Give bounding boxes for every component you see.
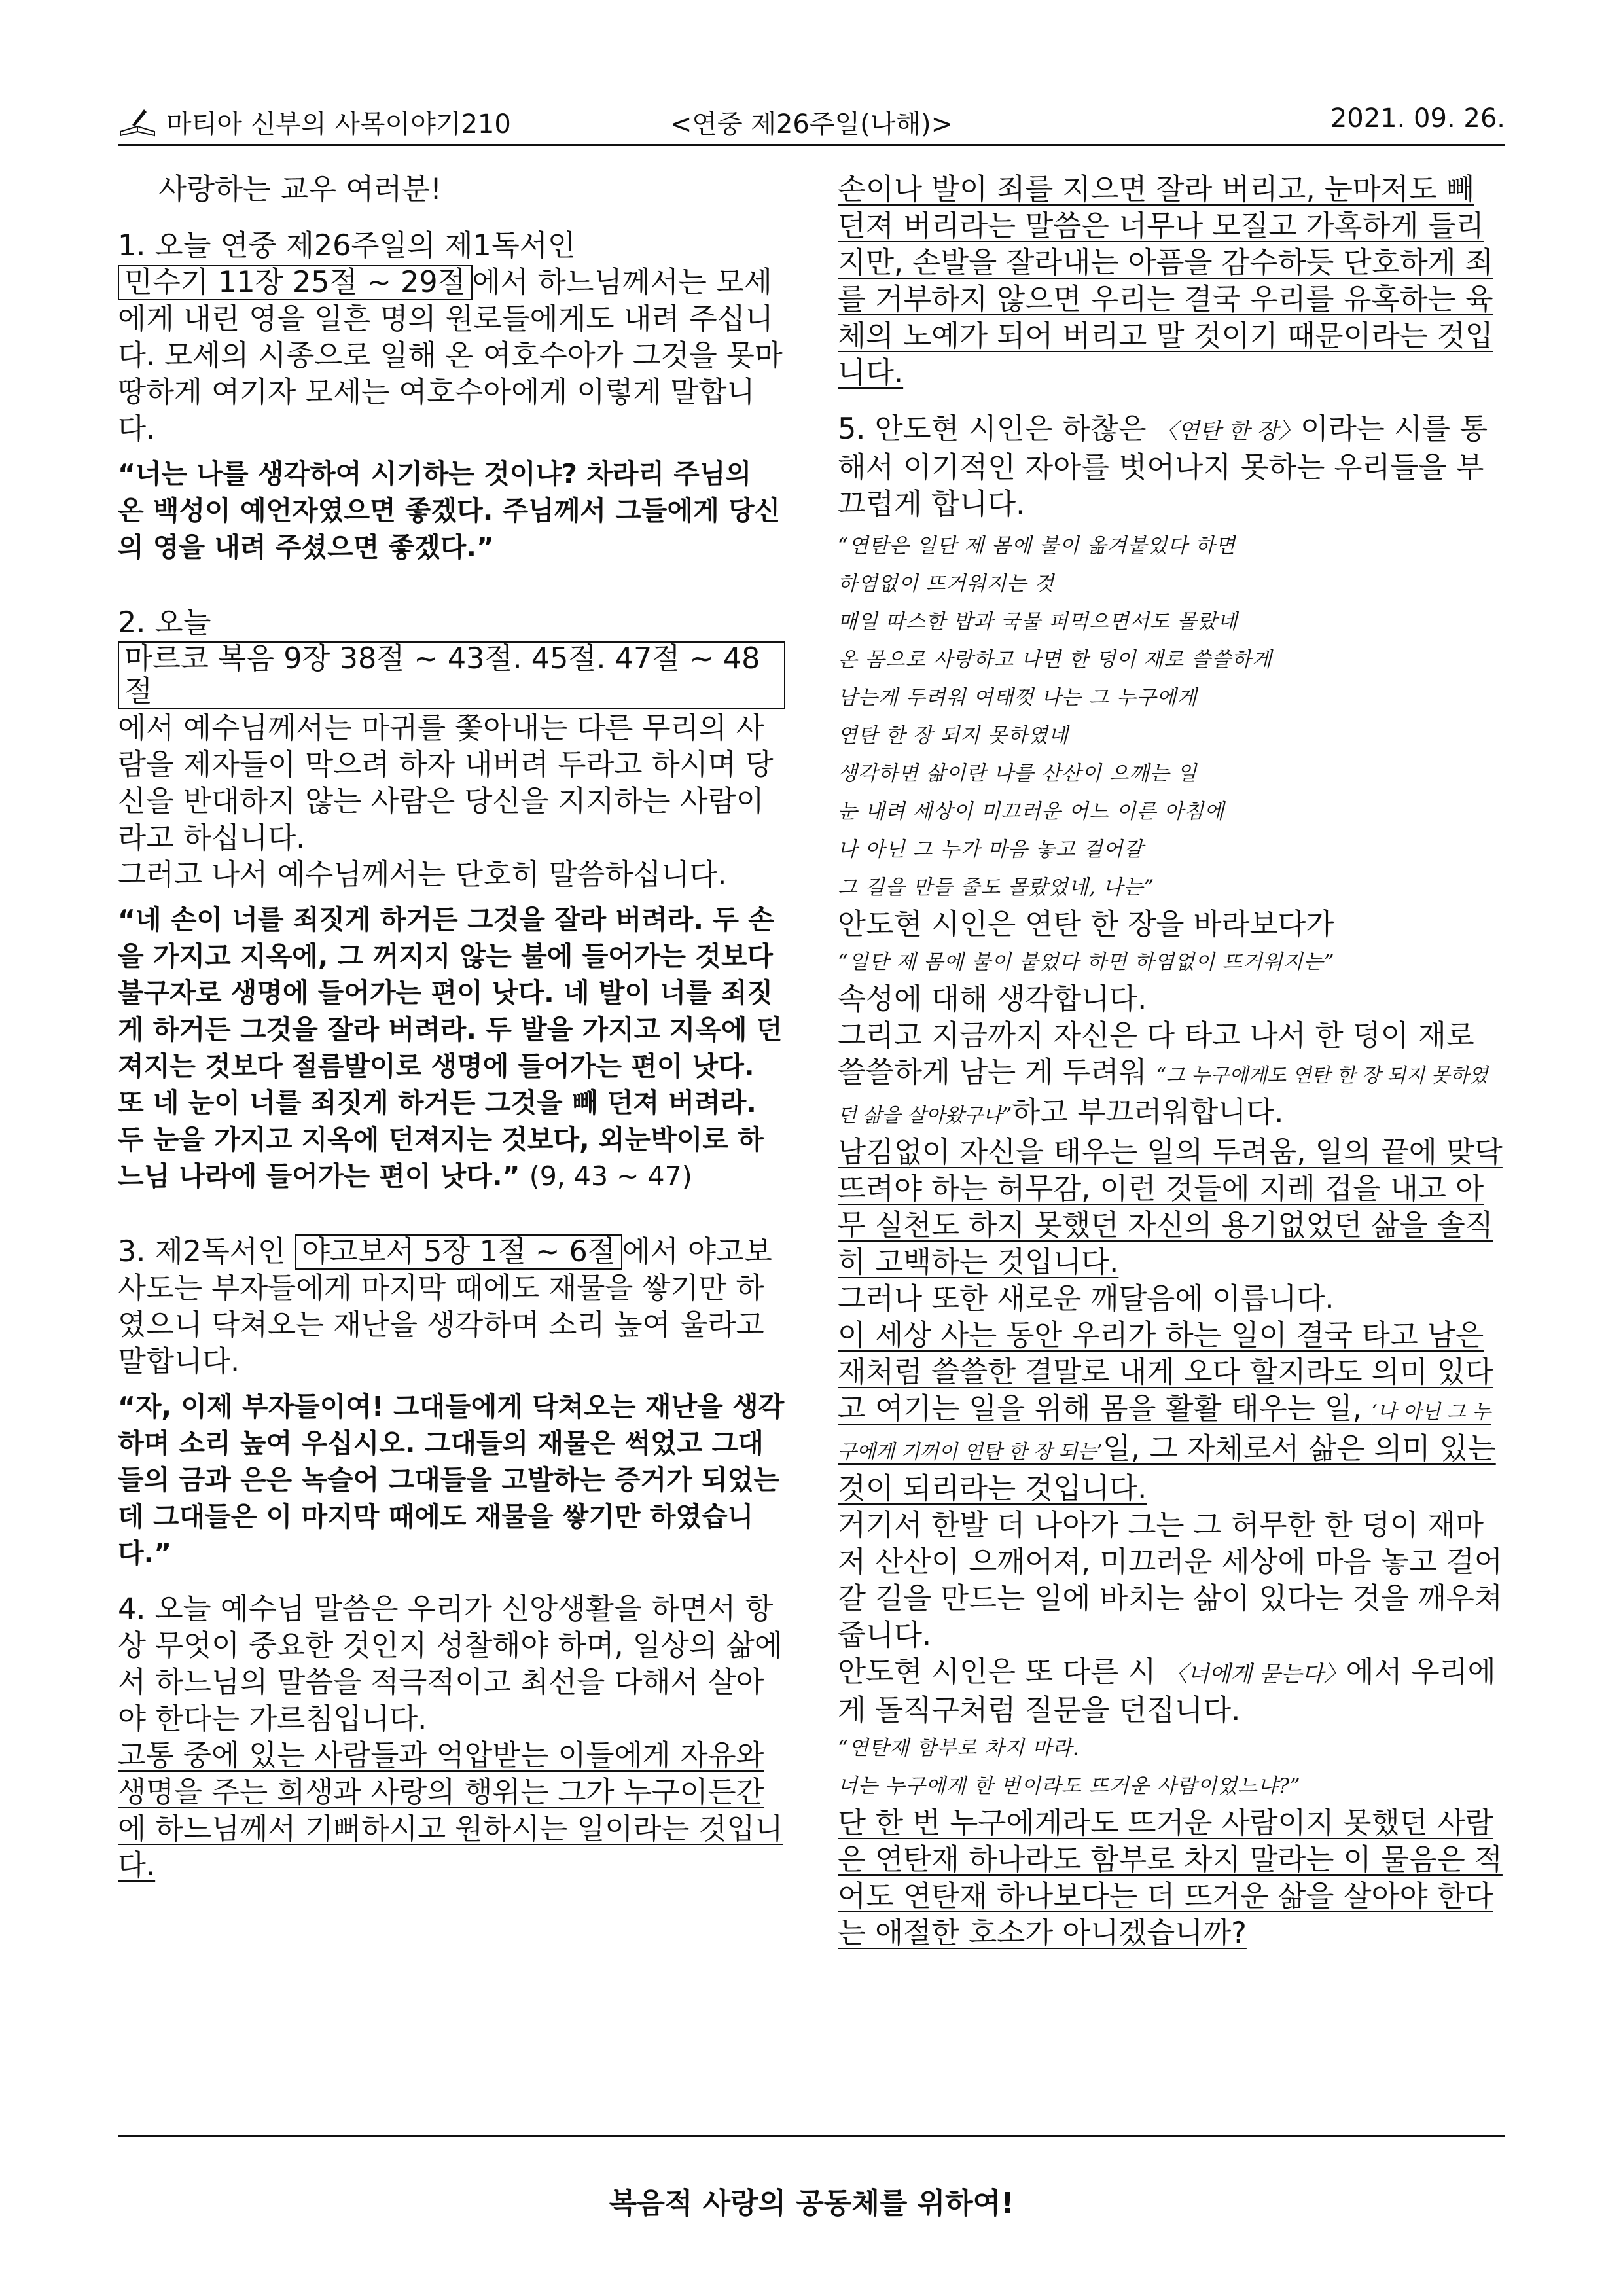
issue-date: 2021. 09. 26.	[1330, 103, 1505, 134]
poem-line: 매일 따스한 밥과 국물 퍼먹으면서도 몰랐네	[838, 610, 1238, 634]
section-2-text: 그러고 나서 예수님께서는 단호히 말씀하십니다.	[118, 858, 727, 891]
poem-line: 너는 누구에게 한 번이라도 뜨거운 사람이었느냐?”	[838, 1774, 1301, 1798]
poem-line: 연탄 한 장 되지 못하였네	[838, 724, 1069, 747]
poem-line: 하염없이 뜨거워지는 것	[838, 572, 1055, 596]
poem-title: 〈연탄 한 장〉	[1155, 418, 1300, 444]
poem-line: 온 몸으로 사랑하고 나면 한 덩이 재로 쓸쓸하게	[838, 648, 1272, 672]
poem-line: 남는게 두려워 여태껏 나는 그 누구에게	[838, 686, 1198, 709]
paragraph: 거기서 한발 더 나아가 그는 그 허무한 한 덩이 재마저 산산이 으깨어져, 미끄러운 세상에 마음 놓고 걸어갈 길을 만드는 일에 바치는 삶이 있다는 것을 깨우쳐 줍니다.	[838, 1509, 1503, 1652]
section-4-emphasis: 고통 중에 있는 사람들과 억압받는 이들에게 자유와 생명을 주는 희생과 사랑의 행위는 그가 누구이든간에 하느님께서 기뻐하시고 원하시는 일이라는 것입니다.	[118, 1739, 783, 1882]
poem-citation: “그 누구에게도 연탄 한 장 되지 못하였던 삶을 살아왔구나”	[838, 1064, 1488, 1127]
scripture-reference: 민수기 11장 25절 ~ 29절	[118, 265, 473, 300]
section-3: 3. 제2독서인 야고보서 5장 1절 ~ 6절 에서 야고보 사도는 부자들에게 마지막 때에도 재물을 쌓기만 하였으니 닥쳐오는 재난을 생각하며 소리 높여 울라고 말합니다.	[118, 1235, 772, 1378]
scripture-reference: 마르코 복음 9장 38절 ~ 43절. 45절. 47절 ~ 48절	[118, 641, 785, 709]
scripture-quote: “너는 나를 생각하여 시기하는 것이냐? 차라리 주님의 온 백성이 예언자였으면 좋겠다. 주님께서 그들에게 당신의 영을 내려 주셨으면 좋겠다.”	[118, 458, 781, 563]
poem-line: 생각하면 삶이란 나를 산산이 으깨는 일	[838, 762, 1198, 785]
footer-divider	[118, 2135, 1505, 2137]
poem-excerpt	[838, 527, 1505, 906]
page-header	[118, 98, 1505, 146]
section-2: 2. 오늘 마르코 복음 9장 38절 ~ 43절. 45절. 47절 ~ 48절에서 예수님께서는 마귀를 쫓아내는 다른 무리의 사람을 제자들이 막으려 하자 내버려 두라고 하시며 당신을 반대하지 않는 사람은 당신을 지지하는 사람이라고 하십니다.	[118, 605, 785, 857]
poem-excerpt	[838, 1729, 1505, 1805]
paragraph: 그러나 또한 새로운 깨달음에 이릅니다.	[838, 1282, 1334, 1316]
paragraph: 안도현 시인은 또 다른 시 〈너에게 묻는다〉에서 우리에게 돌직구처럼 질문을 던집니다.	[838, 1655, 1496, 1727]
greeting: 사랑하는 교우 여러분!	[158, 173, 442, 206]
scripture-quote: “자, 이제 부자들이여! 그대들에게 닥쳐오는 재난을 생각하며 소리 높여 우십시오. 그대들의 재물은 썩었고 그대들의 금과 은은 녹슬어 그대들을 고발하는 증거가 되었는데 그대들은 이 마지막 때에도 재물을 쌓기만 하였습니다.”	[118, 1391, 785, 1569]
liturgical-title: <연중 제26주일(나해)>	[669, 109, 954, 139]
section-4: 4. 오늘 예수님 말씀은 우리가 신앙생활을 하면서 항상 무엇이 중요한 것인지 성찰해야 하며, 일상의 삶에서 하느님의 말씀을 적극적이고 최선을 다해서 살아야 한다는 가르침입니다.	[118, 1592, 783, 1736]
section-1: 1. 오늘 연중 제26주일의 제1독서인 민수기 11장 25절 ~ 29절 에서 하느님께서는 모세에게 내린 영을 일흔 명의 원로들에게도 내려 주십니다. 모세의 시종으로 일해 온 여호수아가 그것을 못마땅하게 여기자 모세는 여호수아에게 이렇게 말합니다.	[118, 229, 783, 446]
poem-line: 나 아닌 그 누가 마음 놓고 걸어갈	[838, 838, 1144, 861]
series-title: 마티아 신부의 사목이야기210	[166, 109, 511, 139]
scripture-quote: “네 손이 너를 죄짓게 하거든 그것을 잘라 버려라. 두 손을 가지고 지옥에, 그 꺼지지 않는 불에 들어가는 것보다 불구자로 생명에 들어가는 편이 낫다. 네 발이 너를 죄짓게 하거든 그것을 잘라 버려라. 두 발을 가지고 지옥에 던져지는 것보다 절름발이로 생명에 들어가는 편이 낫다. 또 네 눈이 너를 죄짓게 하거든 그것을 빼 던져 버려라. 두 눈을 가지고 지옥에 던져지는 것보다, 외눈박이로 하느님 나라에 들어가는 편이 낫다.” (9, 43 ~ 47)	[118, 904, 783, 1192]
scripture-reference: 야고보서 5장 1절 ~ 6절	[295, 1234, 622, 1270]
left-column	[118, 171, 785, 1884]
paragraph: 안도현 시인은 연탄 한 장을 바라보다가	[838, 908, 1334, 941]
section-4-continued: 손이나 발이 죄를 지으면 잘라 버리고, 눈마저도 빼 던져 버리라는 말씀은 너무나 모질고 가혹하게 들리지만, 손발을 잘라내는 아픔을 감수하듯 단호하게 죄를 거부하지 않으면 우리는 결국 우리를 유혹하는 육체의 노예가 되어 버리고 말 것이기 때문이라는 것입니다.	[838, 173, 1493, 389]
poem-line: 그 길을 만들 줄도 몰랐었네, 나는”	[838, 876, 1155, 899]
poem-citation: “일단 제 몸에 불이 붙었다 하면 하염없이 뜨거워지는”	[838, 950, 1335, 974]
paragraph: 그리고 지금까지 자신은 다 타고 나서 한 덩이 재로 쓸쓸하게 남는 게 두려워 “그 누구에게도 연탄 한 장 되지 못하였던 삶을 살아왔구나”하고 부끄러워합니다.	[838, 1019, 1488, 1129]
paragraph: 속성에 대해 생각합니다.	[838, 982, 1147, 1016]
poem-line: “연탄은 일단 제 몸에 불이 옮겨붙었다 하면	[838, 534, 1236, 558]
right-column	[838, 171, 1505, 1952]
quote-reference: (9, 43 ~ 47)	[529, 1160, 692, 1192]
poem-line: “연탄재 함부로 차지 마라.	[838, 1736, 1080, 1760]
closing-emphasis: 단 한 번 누구에게라도 뜨거운 사람이지 못했던 사람은 연탄재 하나라도 함부로 차지 말라는 이 물음은 적어도 연탄재 하나보다는 더 뜨거운 삶을 살아야 한다는 애절한 호소가 아니겠습니까?	[838, 1806, 1503, 1950]
section-5: 5. 안도현 시인은 하찮은 〈연탄 한 장〉이라는 시를 통해서 이기적인 자아를 벗어나지 못하는 우리들을 부끄럽게 합니다.	[838, 412, 1488, 521]
poem-line: 눈 내려 세상이 미끄러운 어느 이른 아침에	[838, 800, 1225, 823]
paragraph-emphasis: 남김없이 자신을 태우는 일의 두려움, 일의 끝에 맞닥뜨려야 하는 허무감, 이런 것들에 지레 겁을 내고 아무 실천도 하지 못했던 자신의 용기없었던 삶을 솔직히 고백하는 것입니다.	[838, 1136, 1503, 1279]
footer-slogan: 복음적 사랑의 공동체를 위하여!	[609, 2187, 1014, 2220]
poem-title: 〈너에게 묻는다〉	[1165, 1661, 1346, 1687]
poem-citation: ‘나 아닌 그 누구에게 기꺼이 연탄 한 장 되는’	[838, 1401, 1491, 1463]
paragraph-emphasis: 이 세상 사는 동안 우리가 하는 일이 결국 타고 남은 재처럼 쓸쓸한 결말로 내게 오다 할지라도 의미 있다고 여기는 일을 위해 몸을 활활 태우는 일, ‘나 아닌 그 누구에게 기꺼이 연탄 한 장 되는’일, 그 자체로서 삶은 의미 있는 것이 되리라는 것입니다.	[838, 1319, 1496, 1505]
